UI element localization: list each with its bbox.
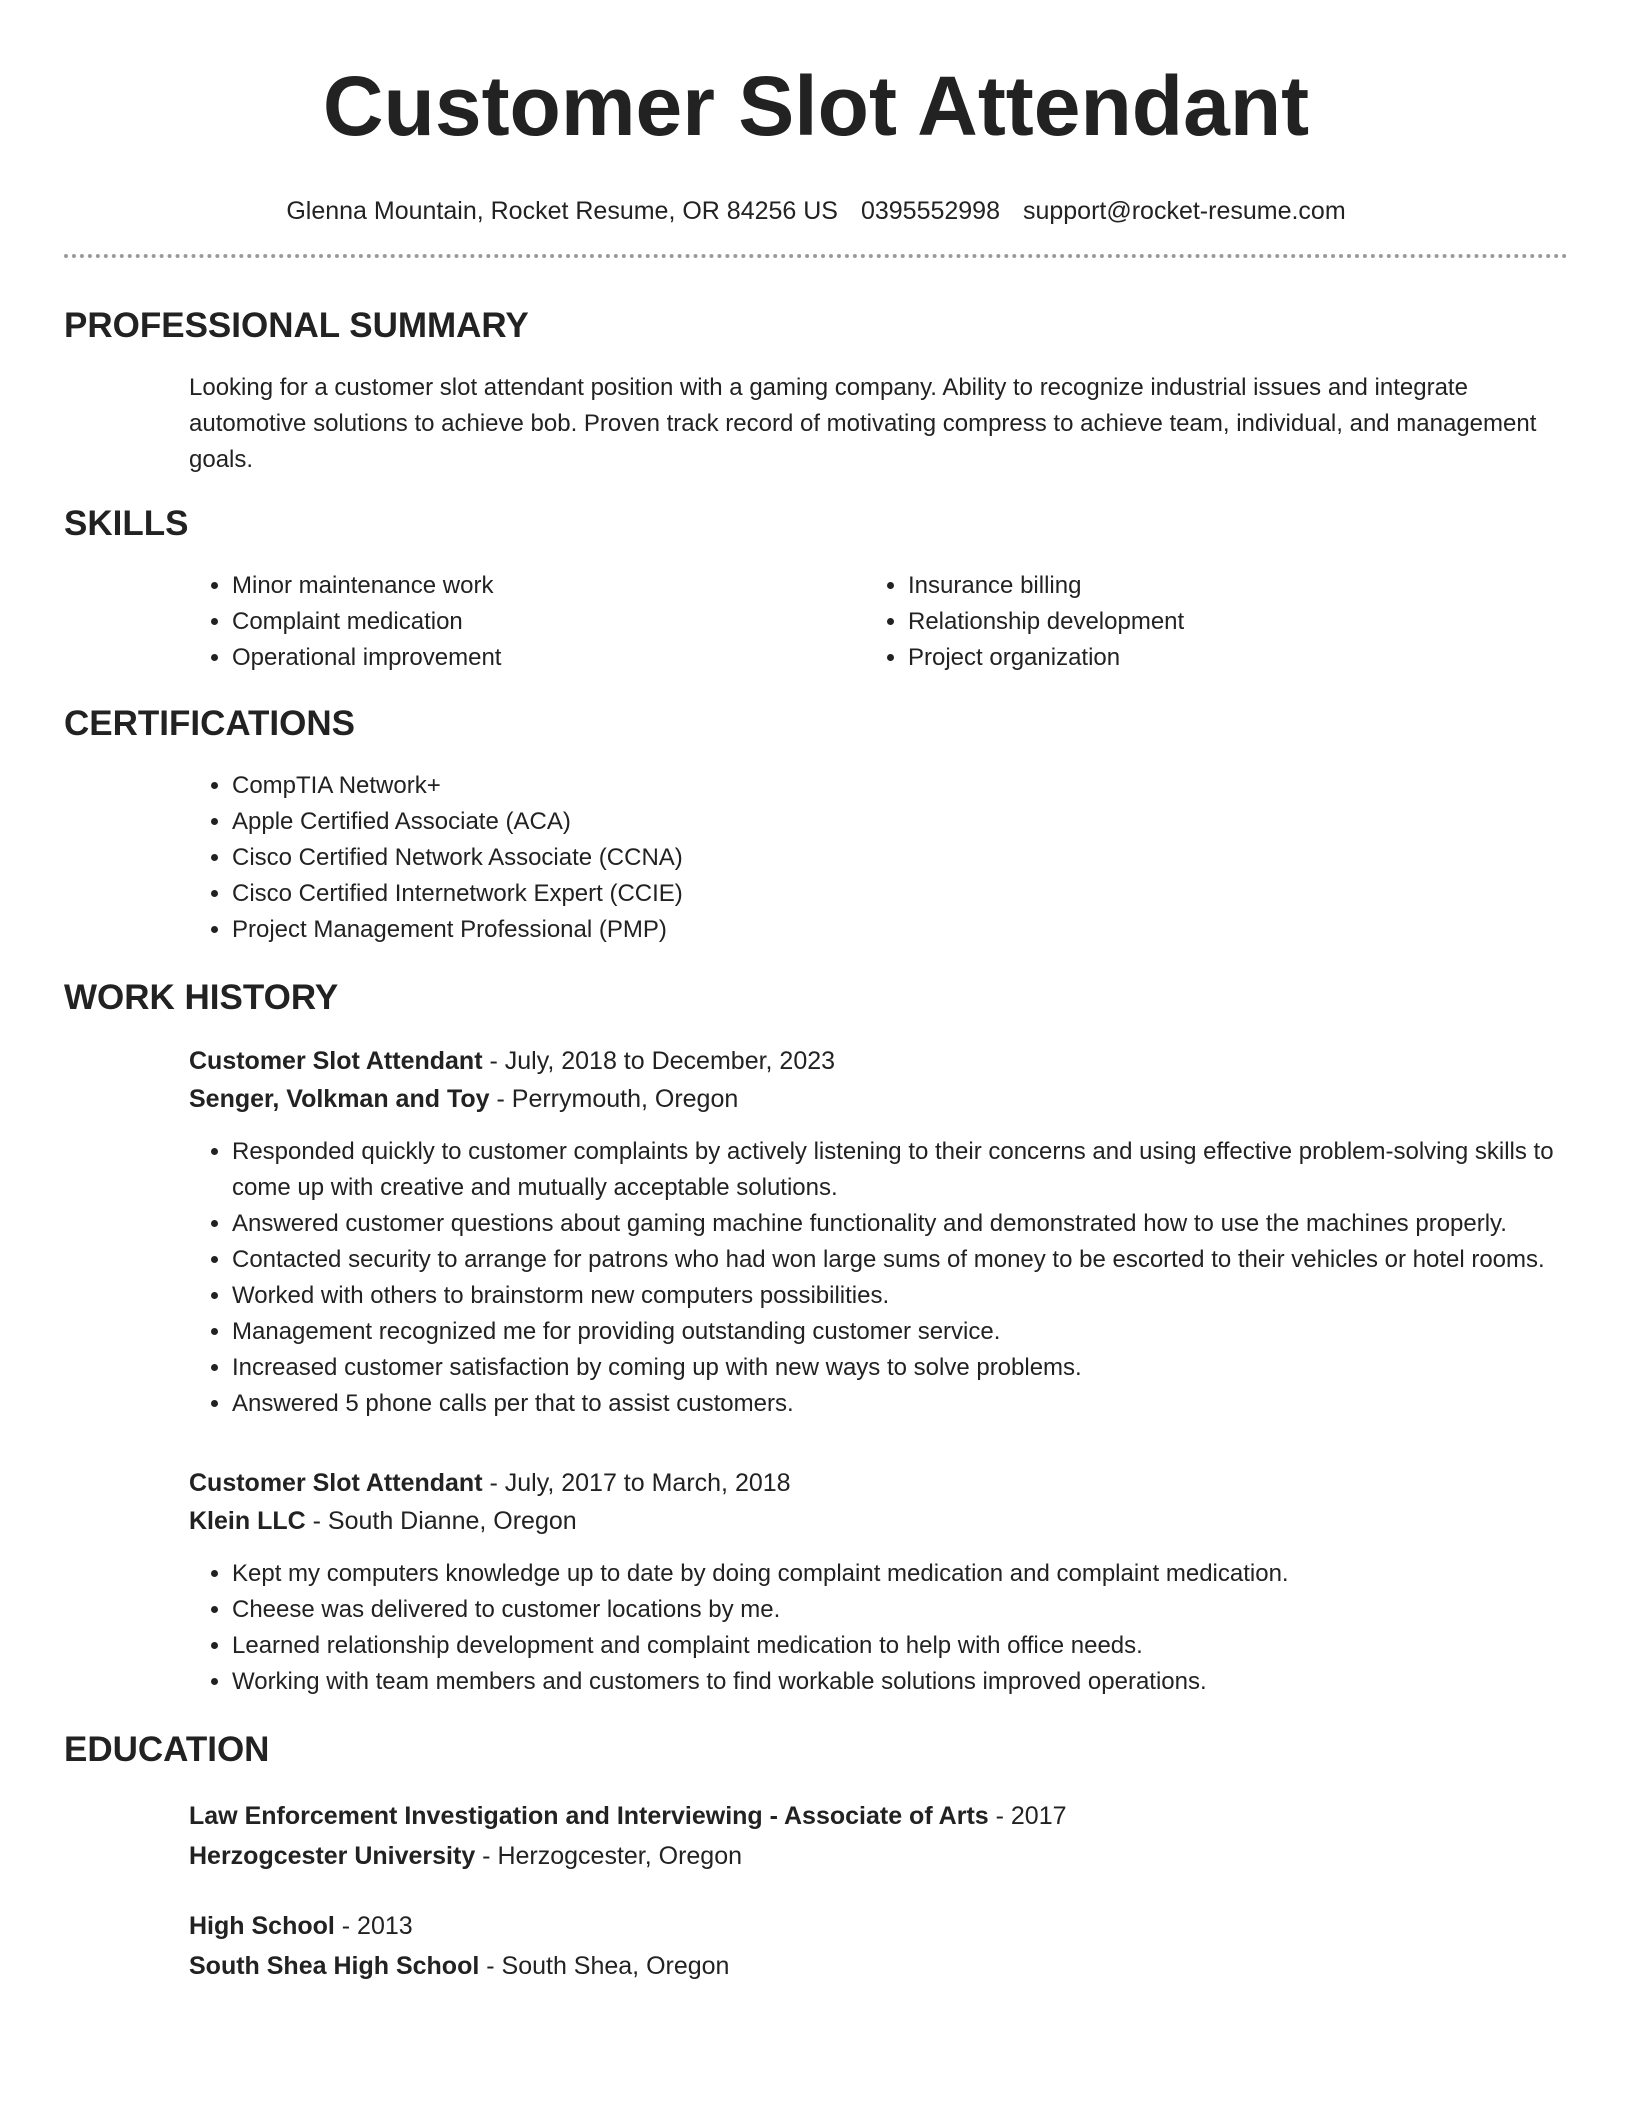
education-year: - 2017 bbox=[988, 1802, 1067, 1830]
skills-list-left bbox=[189, 568, 865, 676]
job-role: Customer Slot Attendant bbox=[189, 1047, 483, 1075]
education-degree: Law Enforcement Investigation and Interviewing - Associate of Arts bbox=[189, 1802, 989, 1830]
education-location: - South Shea, Oregon bbox=[479, 1952, 730, 1980]
education-degree-line bbox=[189, 1906, 1568, 1946]
resume-name: Customer Slot Attendant bbox=[322, 59, 1310, 153]
education-school-line bbox=[189, 1836, 1568, 1876]
skills-heading: SKILLS bbox=[64, 504, 189, 543]
education-school: South Shea High School bbox=[189, 1952, 480, 1980]
education-school: Herzogcester University bbox=[189, 1842, 476, 1870]
skills-list-right bbox=[865, 568, 1568, 676]
work-history-heading: WORK HISTORY bbox=[64, 978, 339, 1017]
certification-item: • Cisco Certified Internetwork Expert (CCIE) bbox=[232, 876, 1568, 912]
job-duties-list bbox=[189, 1134, 1568, 1422]
job-duty: • Learned relationship development and complaint medication to help with office needs. bbox=[232, 1628, 1568, 1664]
job-duty: • Responded quickly to customer complaints by actively listening to their concerns and using effective problem-solving skills to come up with creative and mutually acceptable solutions. bbox=[232, 1134, 1568, 1206]
education-entry bbox=[189, 1906, 1568, 1986]
job-dates: - July, 2018 to December, 2023 bbox=[482, 1047, 836, 1075]
certification-item: • Apple Certified Associate (ACA) bbox=[232, 804, 1568, 840]
contact-phone: 0395552998 bbox=[860, 197, 1000, 225]
header-divider bbox=[64, 254, 1568, 258]
skills-grid bbox=[189, 568, 1568, 676]
job-entry bbox=[189, 1042, 1568, 1422]
education-degree-line bbox=[189, 1796, 1568, 1836]
job-duty: • Working with team members and customers to find workable solutions improved operations. bbox=[232, 1664, 1568, 1700]
contact-email: support@rocket-resume.com bbox=[1022, 197, 1346, 225]
summary-heading: PROFESSIONAL SUMMARY bbox=[64, 306, 529, 345]
job-duty: • Answered customer questions about gaming machine functionality and demonstrated how to use the machines properly. bbox=[232, 1206, 1568, 1242]
skill-item: • Project organization bbox=[908, 640, 1568, 676]
education-year: - 2013 bbox=[334, 1912, 413, 1940]
job-duty: • Worked with others to brainstorm new computers possibilities. bbox=[232, 1278, 1568, 1314]
job-company: Klein LLC bbox=[189, 1507, 306, 1535]
job-location: - South Dianne, Oregon bbox=[305, 1507, 577, 1535]
job-duty: • Management recognized me for providing outstanding customer service. bbox=[232, 1314, 1568, 1350]
certification-item: • Cisco Certified Network Associate (CCNA) bbox=[232, 840, 1568, 876]
education-heading: EDUCATION bbox=[64, 1730, 270, 1769]
job-company: Senger, Volkman and Toy bbox=[189, 1085, 490, 1113]
job-duties-list bbox=[189, 1556, 1568, 1700]
education-school-line bbox=[189, 1946, 1568, 1986]
job-role: Customer Slot Attendant bbox=[189, 1469, 483, 1497]
job-title-line bbox=[189, 1464, 1568, 1502]
skill-item: • Complaint medication bbox=[232, 604, 865, 640]
job-duty: • Increased customer satisfaction by coming up with new ways to solve problems. bbox=[232, 1350, 1568, 1386]
job-location: - Perrymouth, Oregon bbox=[489, 1085, 739, 1113]
summary-text: Looking for a customer slot attendant position with a gaming company. Ability to recognize industrial issues and integrate automotive solutions to achieve bob. Proven track record of motivating compress to achieve team, individual, and management goals. bbox=[189, 374, 1537, 473]
certification-item: • Project Management Professional (PMP) bbox=[232, 912, 1568, 948]
education-entry bbox=[189, 1796, 1568, 1876]
certifications-list bbox=[189, 768, 1568, 948]
job-duty: • Answered 5 phone calls per that to assist customers. bbox=[232, 1386, 1568, 1422]
skill-item: • Insurance billing bbox=[908, 568, 1568, 604]
job-duty: • Contacted security to arrange for patrons who had won large sums of money to be escorted to their vehicles or hotel rooms. bbox=[232, 1242, 1568, 1278]
contact-line bbox=[64, 196, 1568, 226]
skill-item: • Relationship development bbox=[908, 604, 1568, 640]
certification-item: • CompTIA Network+ bbox=[232, 768, 1568, 804]
skill-item: • Minor maintenance work bbox=[232, 568, 865, 604]
contact-address: Glenna Mountain, Rocket Resume, OR 84256 US bbox=[286, 197, 838, 225]
job-company-line bbox=[189, 1502, 1568, 1540]
job-duty: • Kept my computers knowledge up to date by doing complaint medication and complaint medication. bbox=[232, 1556, 1568, 1592]
skill-item: • Operational improvement bbox=[232, 640, 865, 676]
education-location: - Herzogcester, Oregon bbox=[475, 1842, 743, 1870]
job-title-line bbox=[189, 1042, 1568, 1080]
job-company-line bbox=[189, 1080, 1568, 1118]
certifications-heading: CERTIFICATIONS bbox=[64, 704, 356, 743]
job-dates: - July, 2017 to March, 2018 bbox=[482, 1469, 791, 1497]
job-entry bbox=[189, 1464, 1568, 1700]
education-degree: High School bbox=[189, 1912, 335, 1940]
job-duty: • Cheese was delivered to customer locations by me. bbox=[232, 1592, 1568, 1628]
